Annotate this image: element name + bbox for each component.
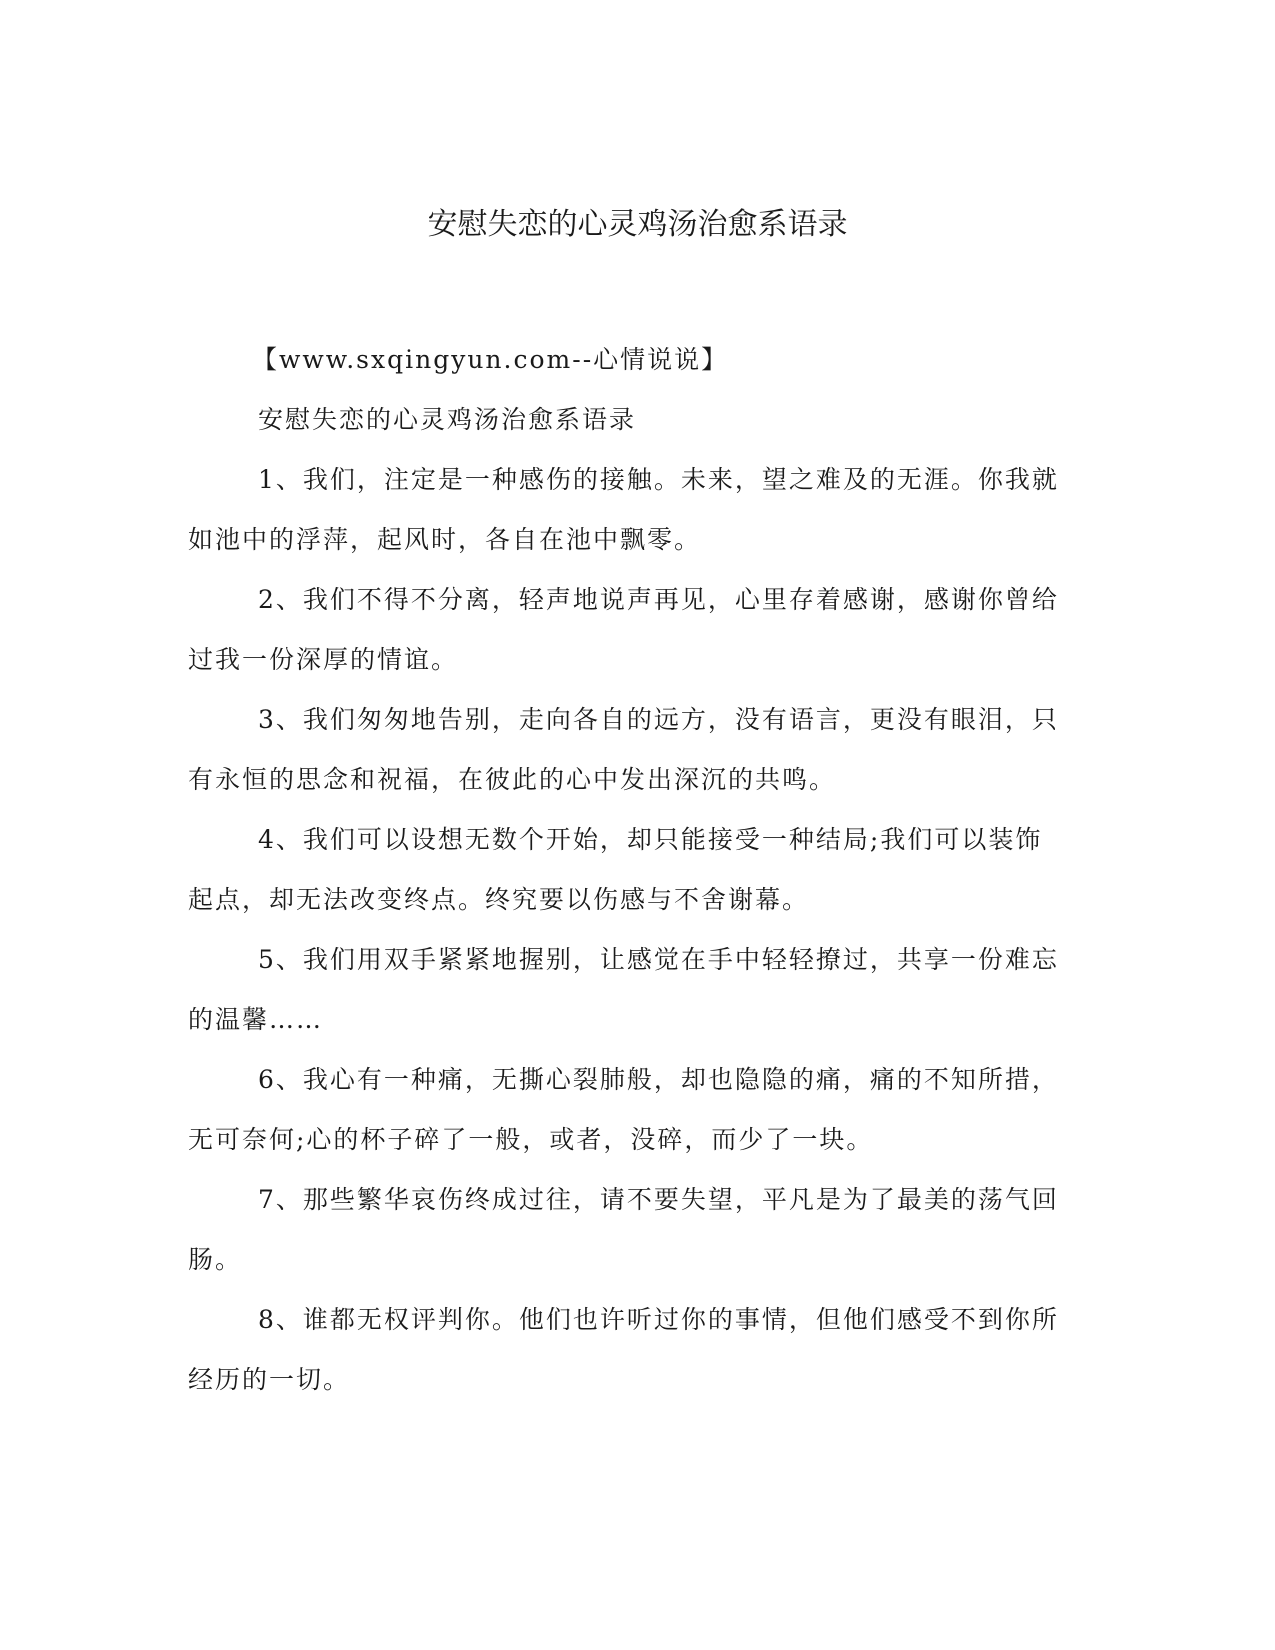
document-body bbox=[188, 330, 1068, 1410]
quote-item-3: 3、我们匆匆地告别，走向各自的远方，没有语言，更没有眼泪，只有永恒的思念和祝福，在彼此的心中发出深沉的共鸣。 bbox=[188, 705, 1059, 794]
quote-item-7: 7、那些繁华哀伤终成过往，请不要失望，平凡是为了最美的荡气回肠。 bbox=[188, 1185, 1059, 1274]
quote-item-5: 5、我们用双手紧紧地握别，让感觉在手中轻轻撩过，共享一份难忘的温馨…… bbox=[188, 945, 1059, 1034]
quote-item-8: 8、谁都无权评判你。他们也许听过你的事情，但他们感受不到你所经历的一切。 bbox=[188, 1305, 1059, 1394]
quote-item-4: 4、我们可以设想无数个开始，却只能接受一种结局;我们可以装饰起点，却无法改变终点。终究要以伤感与不舍谢幕。 bbox=[188, 825, 1043, 914]
quote-item-6: 6、我心有一种痛，无撕心裂肺般，却也隐隐的痛，痛的不知所措，无可奈何;心的杯子碎了一般，或者，没碎，而少了一块。 bbox=[188, 1065, 1059, 1154]
document-title: 安慰失恋的心灵鸡汤治愈系语录 bbox=[427, 207, 848, 242]
quote-item-2: 2、我们不得不分离，轻声地说声再见，心里存着感谢，感谢你曾给过我一份深厚的情谊。 bbox=[188, 585, 1059, 674]
source-line: 【www.sxqingyun.com--心情说说】 bbox=[252, 345, 729, 374]
subtitle-line: 安慰失恋的心灵鸡汤治愈系语录 bbox=[258, 405, 637, 434]
quote-item-1: 1、我们，注定是一种感伤的接触。未来，望之难及的无涯。你我就如池中的浮萍，起风时，各自在池中飘零。 bbox=[188, 465, 1059, 554]
